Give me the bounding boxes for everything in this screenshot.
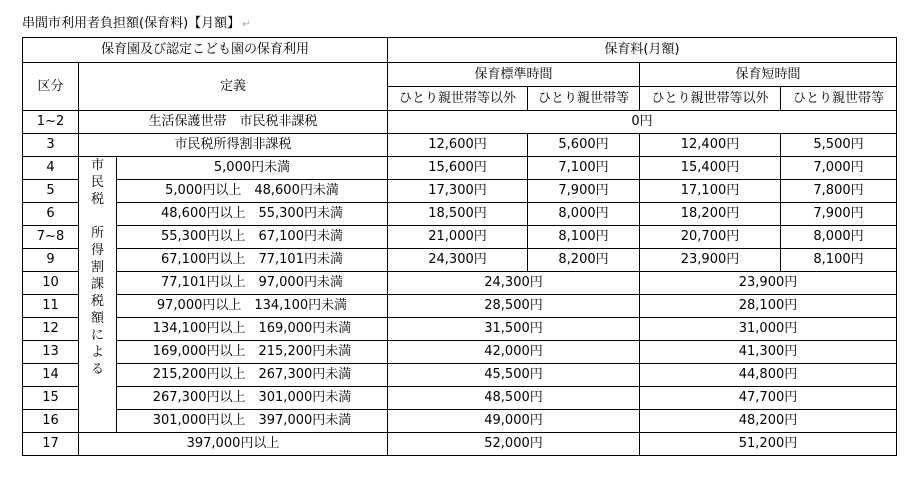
bracket-char: 割 xyxy=(90,260,104,275)
header-short-time: 保育短時間 xyxy=(640,63,897,87)
fee-short-not-single: 20,700円 xyxy=(640,226,781,249)
teigi-cell: 5,000円以上 48,600円未満 xyxy=(117,180,388,203)
income-bracket-label xyxy=(79,157,117,433)
bracket-char: 所 xyxy=(90,226,104,241)
fee-short-not-single: 17,100円 xyxy=(640,180,781,203)
bracket-char: 民 xyxy=(90,175,104,190)
fee-standard-not-single: 21,000円 xyxy=(388,226,528,249)
fee-short-not-single: 23,900円 xyxy=(640,249,781,272)
fee-short-merged: 41,300円 xyxy=(640,341,897,364)
fee-short-not-single: 18,200円 xyxy=(640,203,781,226)
table-row xyxy=(23,433,897,456)
fee-short-merged: 48,200円 xyxy=(640,410,897,433)
teigi-cell: 215,200円以上 267,300円未満 xyxy=(117,364,388,387)
fee-table xyxy=(22,37,897,456)
table-row xyxy=(23,157,897,180)
teigi-cell: 生活保護世帯 市民税非課税 xyxy=(79,111,388,134)
kubun-cell: 4 xyxy=(23,157,79,180)
fee-standard-merged: 24,300円 xyxy=(388,272,640,295)
teigi-cell: 55,300円以上 67,100円未満 xyxy=(117,226,388,249)
header-standard-time: 保育標準時間 xyxy=(388,63,640,87)
table-row xyxy=(23,203,897,226)
kubun-cell: 3 xyxy=(23,134,79,157)
kubun-cell: 7~8 xyxy=(23,226,79,249)
fee-short-merged: 31,000円 xyxy=(640,318,897,341)
bracket-char: 得 xyxy=(90,243,104,258)
header-fee: 保育料(月額) xyxy=(388,38,897,63)
fee-short-single: 7,800円 xyxy=(781,180,897,203)
fee-standard-single: 8,200円 xyxy=(528,249,640,272)
kubun-cell: 12 xyxy=(23,318,79,341)
header-teigi: 定義 xyxy=(79,63,388,111)
fee-short-not-single: 15,400円 xyxy=(640,157,781,180)
fee-short-not-single: 12,400円 xyxy=(640,134,781,157)
bracket-char: 額 xyxy=(90,311,104,326)
fee-short-merged: 47,700円 xyxy=(640,387,897,410)
table-row xyxy=(23,364,897,387)
header-short-single: ひとり親世帯等 xyxy=(781,87,897,111)
header-standard-single: ひとり親世帯等 xyxy=(528,87,640,111)
document-title: 串間市利用者負担額(保育料)【月額】 ↵ xyxy=(22,16,251,31)
fee-short-single: 7,900円 xyxy=(781,203,897,226)
table-row xyxy=(23,180,897,203)
header-use: 保育園及び認定こども園の保育利用 xyxy=(23,38,388,63)
table-row xyxy=(23,318,897,341)
table-row xyxy=(23,410,897,433)
table-row xyxy=(23,272,897,295)
header-short-not-single: ひとり親世帯等以外 xyxy=(640,87,781,111)
fee-short-single: 8,100円 xyxy=(781,249,897,272)
fee-standard-merged: 45,500円 xyxy=(388,364,640,387)
fee-short-merged: 44,800円 xyxy=(640,364,897,387)
bracket-char xyxy=(81,208,114,225)
kubun-cell: 11 xyxy=(23,295,79,318)
fee-standard-single: 8,100円 xyxy=(528,226,640,249)
fee-short-merged: 23,900円 xyxy=(640,272,897,295)
fee-standard-merged: 28,500円 xyxy=(388,295,640,318)
teigi-cell: 77,101円以上 97,000円未満 xyxy=(117,272,388,295)
fee-short-single: 8,000円 xyxy=(781,226,897,249)
teigi-cell: 397,000円以上 xyxy=(79,433,388,456)
kubun-cell: 16 xyxy=(23,410,79,433)
teigi-cell: 67,100円以上 77,101円未満 xyxy=(117,249,388,272)
bracket-char: 市 xyxy=(90,158,104,173)
teigi-cell: 134,100円以上 169,000円未満 xyxy=(117,318,388,341)
teigi-cell: 169,000円以上 215,200円未満 xyxy=(117,341,388,364)
header-standard-not-single: ひとり親世帯等以外 xyxy=(388,87,528,111)
table-row xyxy=(23,387,897,410)
kubun-cell: 17 xyxy=(23,433,79,456)
fee-short-merged: 51,200円 xyxy=(640,433,897,456)
fee-standard-single: 7,900円 xyxy=(528,180,640,203)
fee-standard-single: 7,100円 xyxy=(528,157,640,180)
fee-standard-not-single: 15,600円 xyxy=(388,157,528,180)
kubun-cell: 14 xyxy=(23,364,79,387)
table-row xyxy=(23,249,897,272)
kubun-cell: 9 xyxy=(23,249,79,272)
bracket-char: 税 xyxy=(90,294,104,309)
teigi-cell: 48,600円以上 55,300円未満 xyxy=(117,203,388,226)
teigi-cell: 市民税所得割非課税 xyxy=(79,134,388,157)
fee-standard-merged: 48,500円 xyxy=(388,387,640,410)
bracket-char: 課 xyxy=(90,277,104,292)
table-row xyxy=(23,341,897,364)
kubun-cell: 10 xyxy=(23,272,79,295)
fee-standard-not-single: 12,600円 xyxy=(388,134,528,157)
table-row xyxy=(23,226,897,249)
fee-standard-not-single: 24,300円 xyxy=(388,249,528,272)
fee-short-single: 7,000円 xyxy=(781,157,897,180)
bracket-char: に xyxy=(90,328,104,343)
teigi-cell: 301,000円以上 397,000円未満 xyxy=(117,410,388,433)
kubun-cell: 13 xyxy=(23,341,79,364)
kubun-cell: 15 xyxy=(23,387,79,410)
teigi-cell: 267,300円以上 301,000円未満 xyxy=(117,387,388,410)
fee-short-merged: 28,100円 xyxy=(640,295,897,318)
fee-short-single: 5,500円 xyxy=(781,134,897,157)
bracket-char: よ xyxy=(90,345,104,360)
table-row xyxy=(23,134,897,157)
fee-cell-all: 0円 xyxy=(388,111,897,134)
fee-standard-merged: 52,000円 xyxy=(388,433,640,456)
fee-standard-not-single: 17,300円 xyxy=(388,180,528,203)
fee-standard-merged: 42,000円 xyxy=(388,341,640,364)
header-kubun: 区分 xyxy=(23,63,79,111)
kubun-cell: 6 xyxy=(23,203,79,226)
table-row xyxy=(23,295,897,318)
fee-standard-merged: 49,000円 xyxy=(388,410,640,433)
bracket-char: る xyxy=(90,362,104,377)
kubun-cell: 5 xyxy=(23,180,79,203)
fee-table-body xyxy=(23,111,897,456)
bracket-char: 税 xyxy=(90,192,104,207)
teigi-cell: 5,000円未満 xyxy=(117,157,388,180)
table-row xyxy=(23,111,897,134)
kubun-cell: 1~2 xyxy=(23,111,79,134)
fee-standard-not-single: 18,500円 xyxy=(388,203,528,226)
teigi-cell: 97,000円以上 134,100円未満 xyxy=(117,295,388,318)
fee-standard-merged: 31,500円 xyxy=(388,318,640,341)
fee-standard-single: 8,000円 xyxy=(528,203,640,226)
fee-standard-single: 5,600円 xyxy=(528,134,640,157)
